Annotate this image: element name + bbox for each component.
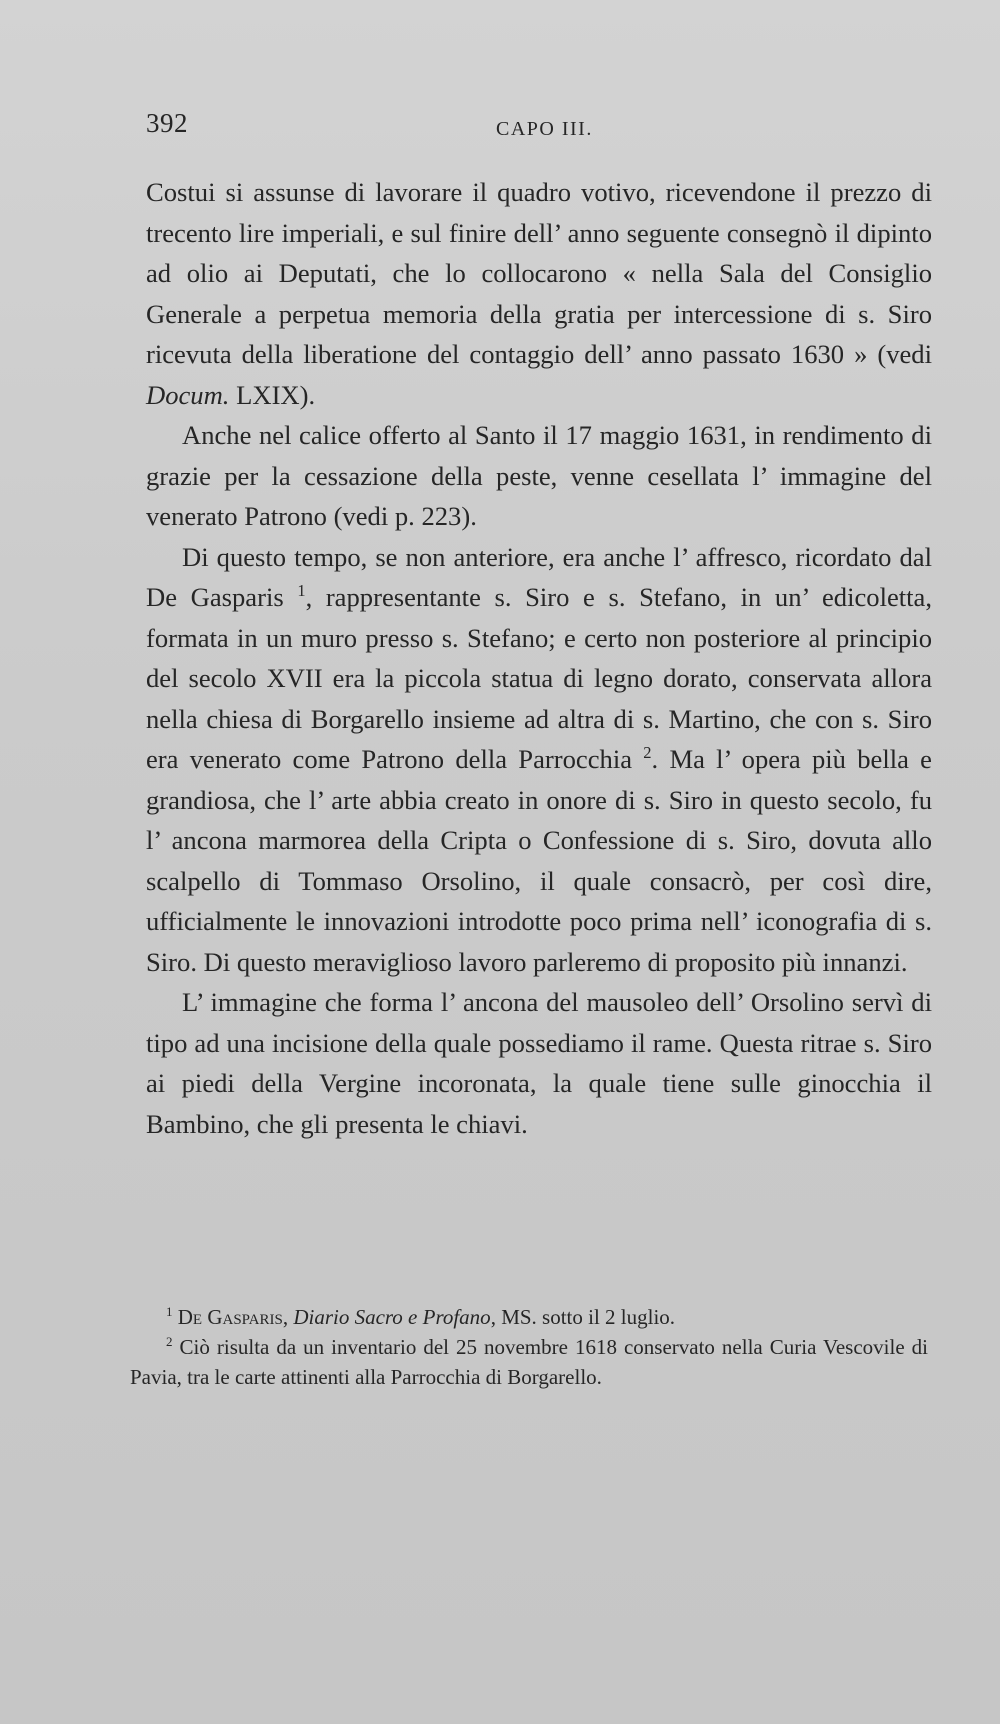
paragraph-1-text: Costui si assunse di lavorare il quadro votivo, ricevendone il prezzo di trecento lire imperiali, e sul finire dell’ anno seguente consegnò il dipinto ad olio ai Deputati, che lo collocarono « nella Sala del Consiglio Generale a perpetua memoria della gratia per intercessione di s. Siro ricevuta della liberatione del contaggio dell’ anno passato 1630 » (vedi <box>146 177 932 369</box>
footnote-1-author: De Gasparis <box>177 1305 283 1329</box>
paragraph-3-end: . Ma l’ opera più bella e grandiosa, che l’ arte abbia creato in onore di s. Siro in questo secolo, fu l’ ancona marmorea della Cripta o Confessione di s. Siro, dovuta allo scalpello di Tommaso Orsolino, il quale consacrò, per così dire, ufficialmente le innovazioni introdotte poco prima nell’ iconografia di s. Siro. Di questo meraviglioso lavoro parleremo di proposito più innanzi. <box>146 744 932 977</box>
paragraph-1-end: LXIX). <box>229 379 316 410</box>
footnote-1-comma: , <box>282 1305 294 1329</box>
paragraph-4 <box>146 982 932 1144</box>
footnote-ref-2: 2 <box>643 743 652 763</box>
footnote-1 <box>130 1302 928 1332</box>
footnotes <box>130 1302 928 1392</box>
paragraph-3-middle: , rappresentante s. Siro e s. Stefano, in un’ edicoletta, formata in un muro presso s. Stefano; e certo non posteriore al principio del secolo XVII era la piccola statua di legno dorato, conservata allora nella chiesa di Borgarello insieme ad altra di s. Martino, che con s. Siro era venerato come Patrono della Parrocchia <box>146 582 933 774</box>
paragraph-1 <box>146 172 932 415</box>
footnote-1-rest: , MS. sotto il 2 luglio. <box>490 1305 676 1329</box>
footnote-1-title: Diario Sacro e Profano <box>293 1305 491 1329</box>
docum-reference: Docum. <box>146 379 230 410</box>
paragraph-2 <box>146 415 932 537</box>
paragraph-2-text: Anche nel calice offerto al Santo il 17 maggio 1631, in rendimento di grazie per la cessazione della peste, venne cesellata l’ immagine del venerato Patrono (vedi p. 223). <box>146 420 932 531</box>
footnote-1-marker: 1 <box>166 1304 173 1319</box>
paragraph-4-text: L’ immagine che forma l’ ancona del mausoleo dell’ Orsolino servì di tipo ad una incisione della quale possediamo il rame. Questa ritrae s. Siro ai piedi della Vergine incoronata, la quale tiene sulle ginocchia il Bambino, che gli presenta le chiavi. <box>146 987 932 1139</box>
paragraph-3-text: Di questo tempo, se non anteriore, era anche l’ affresco, ricordato dal De Gasparis <box>146 541 932 612</box>
body-text <box>146 172 932 1144</box>
footnote-2-text: Ciò risulta da un inventario del 25 novembre 1618 conservato nella Curia Vescovile di Pavia, tra le carte attinenti alla Parrocchia di Borgarello. <box>130 1335 928 1389</box>
footnote-2-marker: 2 <box>166 1334 173 1349</box>
footnote-ref-1: 1 <box>297 581 306 601</box>
page-header <box>146 108 930 148</box>
footnote-2 <box>130 1332 928 1392</box>
page-number: 392 <box>146 108 188 138</box>
running-head: CAPO III. <box>496 118 593 140</box>
paragraph-3 <box>146 537 932 983</box>
